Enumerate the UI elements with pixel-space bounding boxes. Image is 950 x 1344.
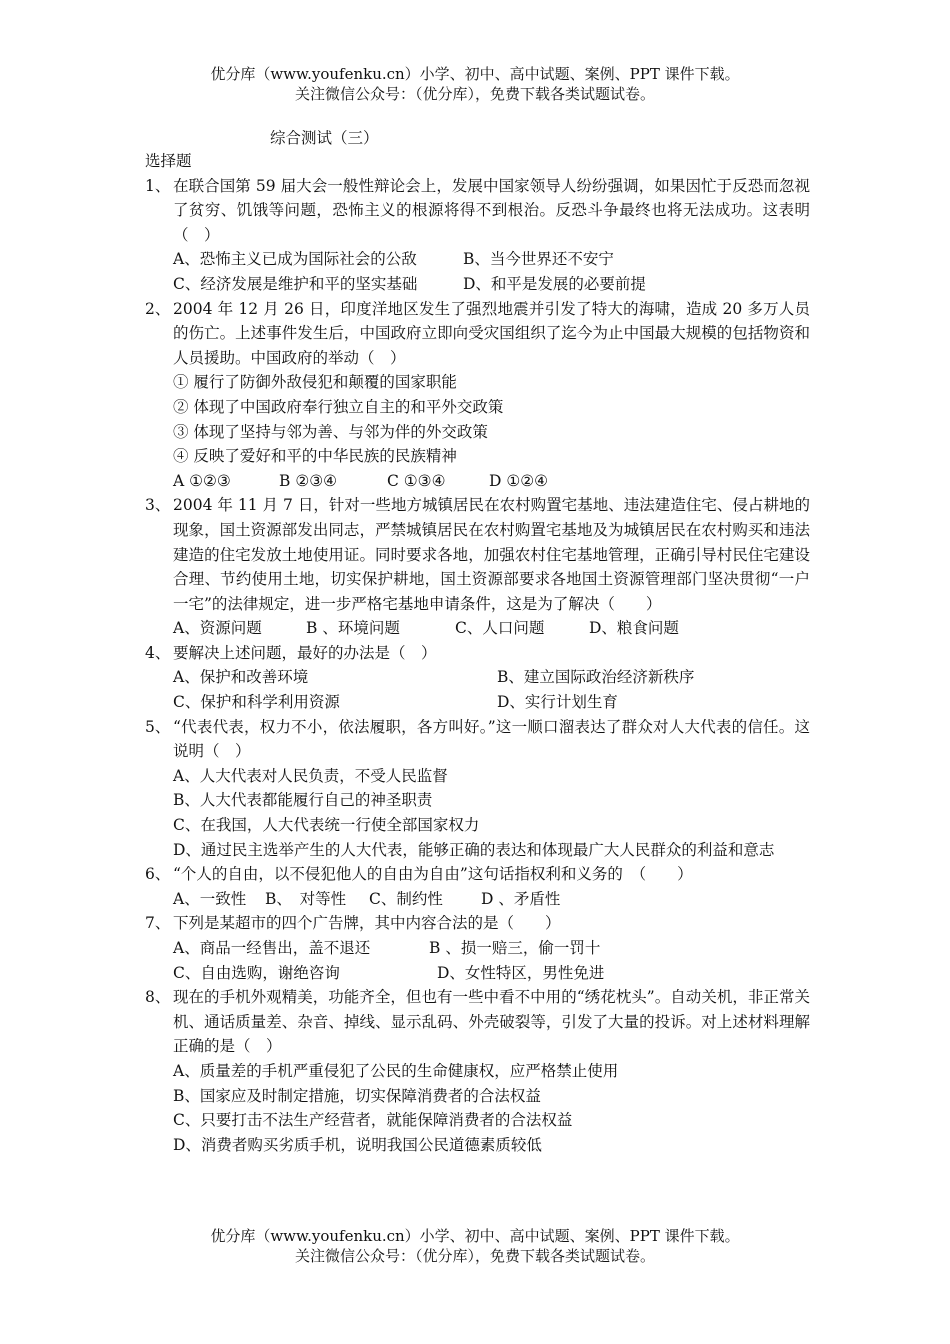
question-number: 6、 [145, 865, 171, 884]
options-row [145, 887, 810, 912]
question-text: 要解决上述问题，最好的办法是（ ） [173, 643, 437, 662]
option-d: D、女性特区，男性免进 [437, 963, 605, 982]
option-b: B、建立国际政治经济新秩序 [497, 668, 695, 687]
statement-4: ④ 反映了爱好和平的中华民族的民族精神 [173, 447, 457, 466]
question-2 [145, 297, 810, 371]
option-a: A ①②③ [173, 471, 231, 490]
option-d: D、消费者购买劣质手机，说明我国公民道德素质较低 [173, 1135, 542, 1154]
header-line-1: 优分库（www.youfenku.cn）小学、初中、高中试题、案例、PPT 课件下载。 [210, 65, 740, 83]
question-text: 2004 年 11 月 7 日，针对一些地方城镇居民在农村购置宅基地、违法建造住宅、侵占耕地的现象，国土资源部发出同志，严禁城镇居民在农村购置宅基地及为城镇居民在农村购买和违法建造的住宅发放土地使用证。同时要求各地，加强农村住宅基地管理，正确引导村民住宅建设合理、节约使用土地，切实保护耕地，国土资源部要求各地国土资源管理部门坚决贯彻“一户一宅”的法律规定，进一步严格宅基地申请条件，这是为了解决（ ） [173, 496, 810, 613]
statement-2: ② 体现了中国政府奉行独立自主的和平外交政策 [173, 397, 504, 416]
question-text: 下列是某超市的四个广告牌，其中内容合法的是（ ） [173, 914, 561, 933]
footer-line-2: 关注微信公众号：（优分库），免费下载各类试题试卷。 [294, 1247, 655, 1265]
option-d: D、实行计划生育 [497, 693, 618, 712]
header-line-2: 关注微信公众号：（优分库），免费下载各类试题试卷。 [294, 85, 655, 103]
option-b: B、 对等性 [265, 889, 347, 908]
question-number: 5、 [145, 717, 171, 736]
option-b: B 、环境问题 [306, 619, 400, 638]
page-header [0, 64, 950, 104]
option-b: B、当今世界还不安宁 [463, 250, 614, 269]
option-a: A、商品一经售出，盖不退还 [173, 939, 371, 957]
options-row [145, 936, 810, 961]
option-b: B 、损一赔三，偷一罚十 [429, 939, 601, 957]
question-number: 7、 [145, 914, 171, 933]
question-6 [145, 862, 810, 887]
question-7 [145, 911, 810, 936]
statement-3: ③ 体现了坚持与邻为善、与邻为伴的外交政策 [173, 422, 488, 441]
page-title: 综合测试（三） [270, 129, 379, 147]
options-row [145, 690, 810, 715]
option-b: B、国家应及时制定措施，切实保障消费者的合法权益 [173, 1086, 541, 1105]
question-text: 2004 年 12 月 26 日，印度洋地区发生了强烈地震并引发了特大的海啸，造成 20 多万人员的伤亡。上述事件发生后，中国政府立即向受灾国组织了迄今为止中国最大规模的包括物资和人员援助。中国政府的举动（ ） [173, 299, 810, 367]
option-a: A、一致性 [173, 889, 247, 908]
option-c: C、保护和科学利用资源 [173, 693, 340, 712]
question-3 [145, 493, 810, 616]
options-row [145, 247, 810, 272]
footer-line-1: 优分库（www.youfenku.cn）小学、初中、高中试题、案例、PPT 课件下载。 [210, 1227, 740, 1245]
page-footer [0, 1226, 950, 1266]
option-c: C、经济发展是维护和平的坚实基础 [173, 274, 418, 293]
question-4 [145, 641, 810, 666]
option-a: A、恐怖主义已成为国际社会的公敌 [173, 250, 417, 269]
question-list [145, 149, 810, 1157]
statement-1: ① 履行了防御外敌侵犯和颠覆的国家职能 [173, 373, 457, 392]
option-d: D、粮食问题 [589, 619, 679, 638]
options-row [145, 665, 810, 690]
options-row [145, 616, 810, 641]
option-c: C ①③④ [387, 471, 446, 490]
question-text: “个人的自由，以不侵犯他人的自由为自由”这句话指权利和义务的 （ ） [173, 865, 693, 884]
option-b: B、人大代表都能履行自己的神圣职责 [173, 791, 433, 810]
option-a: A、保护和改善环境 [173, 668, 309, 687]
question-number: 4、 [145, 643, 171, 662]
options-row [145, 469, 810, 494]
question-text: 现在的手机外观精美，功能齐全，但也有一些中看不中用的“绣花枕头”。自动关机，非正常关机、通话质量差、杂音、掉线、显示乱码、外壳破裂等，引发了大量的投诉。对上述材料理解正确的是（ ） [173, 988, 810, 1056]
option-c: C、只要打击不法生产经营者，就能保障消费者的合法权益 [173, 1111, 573, 1130]
question-number: 2、 [145, 299, 171, 318]
option-c: C、在我国，人大代表统一行使全部国家权力 [173, 816, 480, 835]
option-a: A、资源问题 [173, 619, 262, 638]
option-a: A、人大代表对人民负责，不受人民监督 [173, 766, 448, 785]
question-1 [145, 174, 810, 248]
question-8 [145, 985, 810, 1059]
question-number: 1、 [145, 176, 171, 195]
options-row [145, 961, 810, 986]
option-d: D、通过民主选举产生的人大代表，能够正确的表达和体现最广大人民群众的利益和意志 [173, 840, 775, 859]
question-number: 8、 [145, 988, 171, 1007]
option-c: C、人口问题 [455, 619, 545, 638]
question-5 [145, 715, 810, 764]
question-number: 3、 [145, 496, 171, 515]
options-row [145, 272, 810, 297]
option-b: B ②③④ [279, 471, 338, 490]
section-heading: 选择题 [145, 152, 192, 170]
option-a: A、质量差的手机严重侵犯了公民的生命健康权，应严格禁止使用 [173, 1061, 619, 1080]
option-d: D ①②④ [489, 471, 549, 490]
option-c: C、自由选购，谢绝咨询 [173, 963, 340, 982]
option-d: D、和平是发展的必要前提 [463, 274, 646, 293]
option-c: C、制约性 [369, 889, 443, 908]
question-text: “代表代表，权力不小，依法履职，各方叫好。”这一顺口溜表达了群众对人大代表的信任。这说明（ ） [173, 717, 810, 761]
option-d: D 、矛盾性 [481, 889, 561, 908]
question-text: 在联合国第 59 届大会一般性辩论会上，发展中国家领导人纷纷强调，如果因忙于反恐而忽视了贫穷、饥饿等问题，恐怖主义的根源将得不到根治。反恐斗争最终也将无法成功。这表明（ ） [173, 176, 810, 244]
